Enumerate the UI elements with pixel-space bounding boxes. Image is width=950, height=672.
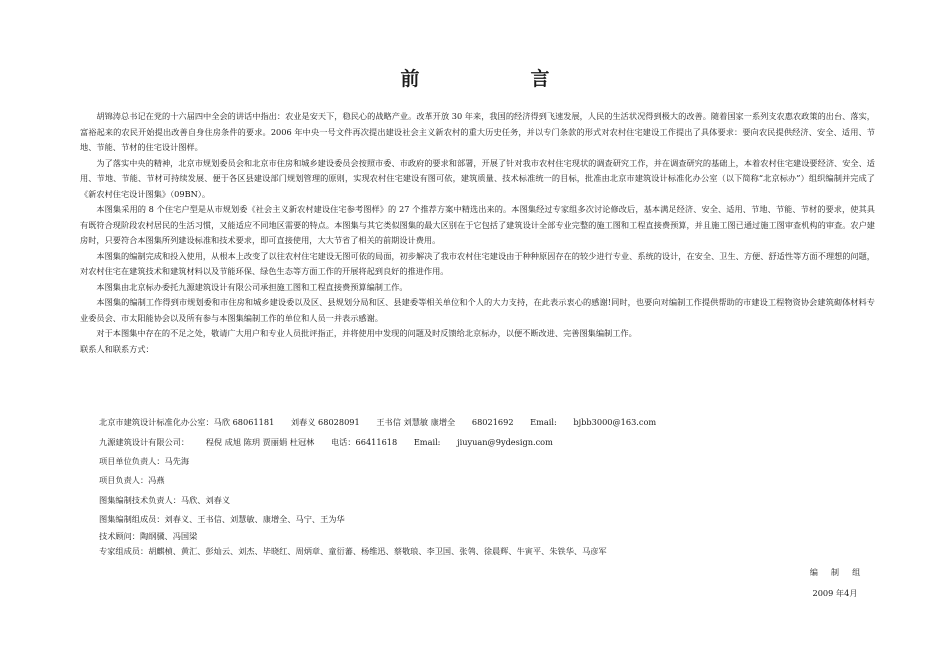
contact-org: 九源建筑设计有限公司：: [99, 436, 190, 447]
paragraph-7: 对于本图集中存在的不足之处，敬请广大用户和专业人员批评指正，并将使用中发现的问题及时反馈给北京标办，以便不断改进、完善图集编制工作。: [96, 328, 637, 338]
role-technical-lead: 图集编制技术负责人：马欣、刘春义: [99, 494, 231, 505]
paragraph-5: 本图集由北京标办委托九源建筑设计有限公司承担施工图和工程直接费预算编制工作。: [96, 281, 408, 292]
paragraph-2: 为了落实中央的精神，北京市规划委员会和北京市住房和城乡建设委员会按照市委、市政府的要求和部署，开展了针对我市农村住宅现状的调查研究工作，并在调查研究的基础上，本着农村住宅建设要经济、安全、适用、节地、节能、节材可持续发展、便于各区县建设部门规划管理的原则，实现农村住宅建设有图可依，建筑质量、技术标准统一的目标，批准由北京市建筑设计标准化办公室（以下简称“北京标办”）组织编制并完成了《新农村住宅设计图集》（09BN）。: [80, 157, 875, 199]
signature-date: 2009 年4月: [812, 588, 858, 598]
contact-line-jiuyuan: [99, 433, 879, 453]
page-title: 前 言: [400, 68, 596, 90]
email-address[interactable]: jiuyuan@9ydesign.com: [457, 436, 553, 447]
contact-person: 刘春义 68028091: [290, 417, 360, 427]
paragraph-3: 本图集采用的 8 个住宅户型是从市规划委《社会主义新农村建设住宅参考图样》的 27 个推荐方案中精选出来的。本图集经过专家组多次讨论修改后，基本满足经济、安全、适用、节地、节能、节材的要求，使其具有既符合现阶段农村居民的生活习惯，又能适应不同地区需要的特点。本图集与其它类似图集的最大区别在于它包括了建筑设计全部专业完整的施工图和工程直接费预算，并且施工图已通过施工图审查机构的审查。农户建房时，只要符合本图集所列建设标准和技术要求，即可直接使用，大大节省了相关的前期设计费用。: [80, 204, 875, 245]
email-label: Email:: [413, 436, 441, 447]
contact-phone: 68021692: [471, 417, 514, 427]
contact-line-bjbb: [99, 413, 879, 433]
paragraph-6: 本图集的编制工作得到市规划委和市住房和城乡建设委以及区、县规划分局和区、县建委等相关单位和个人的大力支持，在此表示衷心的感谢!同时，也要向对编制工作提供帮助的市建设工程物资协会建筑砌体材料专业委员会、市太阳能协会以及所有参与本图集编制工作的单位和人员一并表示感谢。: [80, 297, 875, 323]
email-address[interactable]: bjbb3000@163.com: [573, 417, 657, 427]
paragraph-1: 胡锦涛总书记在党的十六届四中全会的讲话中指出：农业是安天下，稳民心的战略产业。改革开放 30 年来，我国的经济得到飞速发展，人民的生活状况得到极大的改善。随着国家一系列支农惠农政策的出台、落实，富裕起来的农民开始提出改善自身住房条件的要求。2006 年中央一号文件再次提出建设社会主义新农村的重大历史任务，并以专门条款的形式对农村住宅建设工作提出了具体要求：要向农民提供经济、安全、适用、节地、节能、节材的住宅设计图样。: [80, 111, 875, 152]
contact-list: [99, 413, 879, 559]
signature-org: 编制组: [809, 567, 874, 577]
role-team-members: 图集编制组成员：刘春义、王书信、刘慧敏、康增全、马宁、王为华: [99, 513, 345, 524]
contact-org: 北京市建筑设计标准化办公室：马欣 68061181: [99, 417, 275, 427]
role-technical-advisors: 技术顾问：陶纲骥、冯国梁: [99, 530, 198, 541]
signature-block: [770, 565, 900, 601]
paragraph-4: 本图集的编制完成和投入使用，从根本上改变了以往农村住宅建设无图可依的局面，初步解决了我市农村住宅建设由于种种原因存在的较少进行专业、系统的设计，在安全、卫生、方便、舒适性等方面不理想的问题，对农村住宅在建筑技术和建筑材料以及节能环保、绿色生态等方面工作的开展将起到良好的推进作用。: [80, 250, 875, 276]
role-project-lead: 项目负责人：冯燕: [99, 475, 165, 486]
preface-body: [80, 109, 875, 357]
role-project-unit-lead: 项目单位负责人：马先海: [99, 456, 190, 467]
contact-persons: 程倪 成旭 陈玥 贾丽娟 杜冠林: [205, 436, 315, 447]
contact-persons: 王书信 刘慧敏 康增全: [376, 417, 456, 427]
role-expert-panel: 专家组成员：胡麒楨、黄汇、彭灿云、刘杰、毕晓红、周炳章、童衍蕃、杨维迅、蔡敬琅、李卫国、张鸰、徐晨辉、牛寅平、朱铁华、马彦军: [99, 545, 607, 556]
contact-heading: 联系人和联系方式：: [80, 343, 154, 354]
email-label: Email:: [530, 417, 557, 427]
contact-phone: 电话：66411618: [330, 436, 398, 447]
